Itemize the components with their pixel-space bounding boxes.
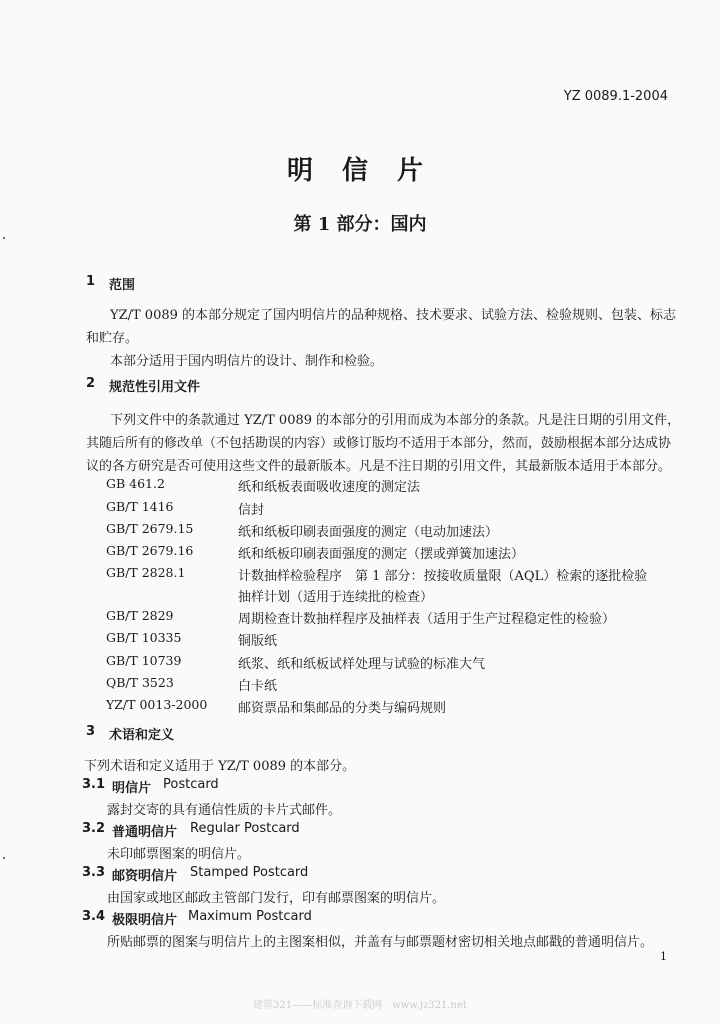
reference-code: GB/T 2828.1: [106, 565, 186, 580]
reference-title: 邮资票品和集邮品的分类与编码规则: [238, 701, 447, 716]
reference-title: 纸和纸板印刷表面强度的测定（电动加速法）: [238, 525, 499, 540]
reference-code: GB/T 1416: [106, 499, 174, 514]
section-3-intro: 下列术语和定义适用于 YZ/T 0089 的本部分。: [84, 759, 356, 774]
reference-title-continued: 抽样计划（适用于连续批的检查）: [238, 590, 434, 605]
section-1-paragraph-1-line-2: 和贮存。: [86, 331, 139, 346]
section-1-paragraph-2: 本部分适用于国内明信片的设计、制作和检验。: [110, 354, 384, 369]
section-1-paragraph-1-line-1: YZ/T 0089 的本部分规定了国内明信片的品种规格、技术要求、试验方法、检验规则、包装、标志: [110, 308, 677, 323]
reference-title: 计数抽样检验程序 第 1 部分：按接收质量限（AQL）检索的逐批检验: [238, 569, 648, 584]
reference-title: 纸和纸板表面吸收速度的测定法: [238, 480, 421, 495]
reference-title: 白卡纸: [238, 679, 278, 694]
term-definition: 未印邮票图案的明信片。: [107, 847, 251, 862]
section-2-paragraph-line-3: 议的各方研究是否可使用这些文件的最新版本。凡是不注日期的引用文件，其最新版本适用于本部分。: [86, 459, 672, 474]
term-definition: 由国家或地区邮政主管部门发行，印有邮票图案的明信片。: [107, 891, 446, 906]
term-definition: 所贴邮票的图案与明信片上的主图案相似，并盖有与邮票题材密切相关地点邮戳的普通明信片。: [107, 935, 654, 950]
reference-code: YZ/T 0013-2000: [106, 697, 208, 712]
scan-speck: [3, 857, 5, 859]
reference-title: 周期检查计数抽样程序及抽样表（适用于生产过程稳定性的检验）: [238, 612, 616, 627]
term-definition: 露封交寄的具有通信性质的卡片式邮件。: [107, 803, 342, 818]
scan-speck: [3, 237, 5, 239]
section-2-title: 规范性引用文件: [109, 380, 201, 395]
reference-title: 信封: [238, 503, 265, 518]
section-1-number: 1: [86, 274, 96, 289]
term-english: Regular Postcard: [190, 821, 300, 836]
term-number: 3.4: [82, 909, 106, 924]
reference-code: GB/T 10739: [106, 653, 182, 668]
reference-title: 铜版纸: [238, 634, 278, 649]
page-number: 1: [660, 950, 667, 963]
section-2-paragraph-line-1: 下列文件中的条款通过 YZ/T 0089 的本部分的引用而成为本部分的条款。凡是注日期的引用文件，: [110, 413, 681, 428]
term-english: Stamped Postcard: [190, 865, 309, 880]
reference-title: 纸和纸板印刷表面强度的测定（摆或弹簧加速法）: [238, 547, 525, 562]
term-number: 3.3: [82, 865, 106, 880]
watermark: 建筑321——标准查询下载网 www.jz321.net: [253, 1000, 467, 1011]
term-english: Postcard: [163, 777, 219, 792]
document-title: 明 信 片: [286, 156, 434, 186]
term-chinese: 明信片: [112, 781, 152, 796]
document-subtitle: 第 1 部分：国内: [293, 214, 427, 235]
reference-code: GB/T 2829: [106, 608, 174, 623]
section-3-number: 3: [86, 724, 96, 739]
reference-code: GB 461.2: [106, 476, 165, 491]
term-chinese: 极限明信片: [112, 913, 178, 928]
section-2-paragraph-line-2: 其随后所有的修改单（不包括勘误的内容）或修订版均不适用于本部分，然而，鼓励根据本部分达成协: [86, 436, 672, 451]
term-chinese: 邮资明信片: [112, 869, 178, 884]
term-number: 3.1: [82, 777, 106, 792]
term-chinese: 普通明信片: [112, 825, 178, 840]
section-3-title: 术语和定义: [109, 728, 175, 743]
reference-code: QB/T 3523: [106, 675, 174, 690]
reference-code: GB/T 2679.16: [106, 543, 194, 558]
term-number: 3.2: [82, 821, 106, 836]
reference-code: GB/T 10335: [106, 630, 182, 645]
section-2-number: 2: [86, 376, 96, 391]
document-id: YZ 0089.1-2004: [563, 89, 668, 104]
reference-title: 纸浆、纸和纸板试样处理与试验的标准大气: [238, 657, 486, 672]
term-english: Maximum Postcard: [188, 909, 312, 924]
reference-code: GB/T 2679.15: [106, 521, 194, 536]
section-1-title: 范围: [109, 278, 136, 293]
